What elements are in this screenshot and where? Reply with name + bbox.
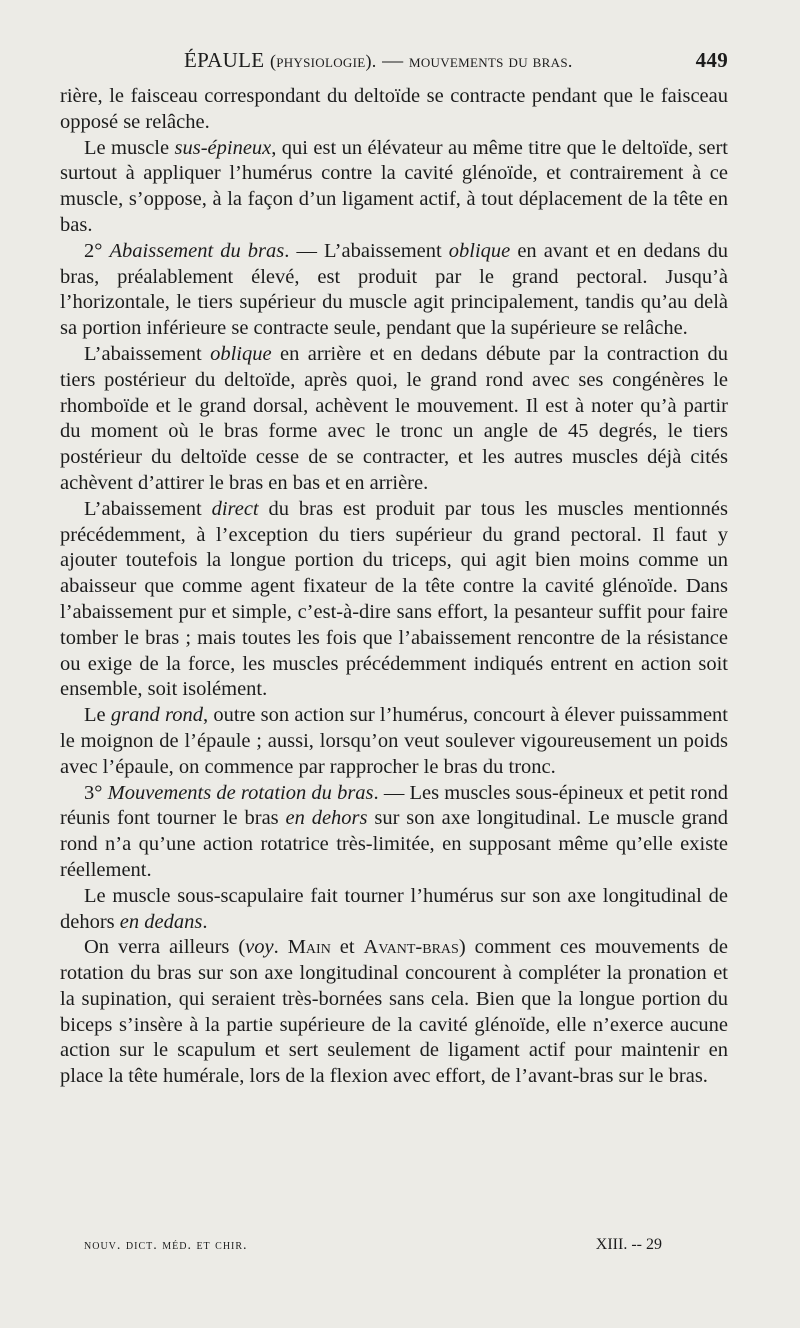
- p2-text-a: Le muscle: [84, 136, 175, 159]
- p5-text-c: du bras est produit par tous les muscles mentionnés précédemment, à l’exception du tiers supérieur du grand pectoral. Il faut y ajouter toutefois la longue portion du triceps, qui agit bien moins comme un abaisseur que comme agent fixateur de la tête contre la cavité glénoïde. Dans l’abaissement pur et simple, c’est-à-dire sans effort, la pesanteur suffit pour faire tomber le bras ; mais toutes les fois que l’abaissement rencontre de la résistance ou exige de la force, les muscles précédemment indiqués entrent en action soit ensemble, soit isolément.: [60, 497, 729, 701]
- p4-text-c: en arrière et en dedans débute par la contraction du tiers postérieur du deltoïde, après quoi, le grand rond avec ses congénères le rhomboïde et le grand dorsal, achèvent le mouvement. Il est à noter qu’à partir du moment où le bras forme avec le tronc un angle de 45 degrés, le tiers postérieur du deltoïde cesse de se contracter, et les autres muscles déjà cités achèvent d’attirer le bras en bas et en arrière.: [60, 342, 728, 494]
- p9-text-a: On verra ailleurs (: [84, 936, 246, 959]
- paragraph-1-text: rière, le faisceau correspondant du deltoïde se contracte pendant que le faisceau opposé se relâche.: [60, 85, 728, 133]
- p9-text-g: ) comment ces mouvements de rotation du bras sur son axe longitudinal concourent à compléter la pronation et la supination, qui seraient très-bornées sans cela. Bien que la longue portion du biceps s’insère à la partie supérieure de la cavité glénoïde, elle n’exerce aucune action sur le scapulum et sert seulement de ligament actif pour maintenir en place la tête humérale, lors de la flexion avec effort, de l’avant-bras sur le bras.: [60, 936, 729, 1088]
- p9-text-c: .: [273, 936, 288, 959]
- footer-signature: nouv. dict. méd. et chir.: [84, 1238, 248, 1253]
- p6-text-c: , outre son action sur l’humérus, concourt à élever puissamment le moignon de l’épaule ; aussi, lorsqu’on veut soulever vigoureusement un poids avec l’épaule, on commence par rapprocher le bras du tronc.: [60, 704, 728, 778]
- p5-text-a: L’abaissement: [84, 497, 212, 520]
- paragraph-3: [60, 239, 728, 342]
- p3-section-title: Abaissement du bras: [109, 239, 285, 262]
- paragraph-1: [60, 84, 728, 136]
- p9-ref-avant-bras: Avant-bras: [363, 936, 459, 959]
- p5-italic-term: direct: [211, 497, 259, 520]
- p7-text-e: sur son axe longitudinal. Le muscle grand rond n’a qu’une action rotatrice très-limitée, en supposant même qu’elle existe réellement.: [60, 807, 729, 881]
- p9-ref-main: Main: [287, 936, 331, 959]
- body-text: [60, 84, 728, 1090]
- footer-volume: XIII. -- 29: [595, 1236, 662, 1253]
- p9-italic-voy: voy: [245, 936, 274, 959]
- p2-italic-term: sus-épineux: [174, 136, 272, 159]
- p4-text-a: L’abaissement: [84, 342, 211, 365]
- p4-italic-term: oblique: [210, 342, 272, 365]
- p7-text-c: . — Les muscles sous-épineux et petit rond réunis font tourner le bras: [60, 781, 728, 830]
- paragraph-6: [60, 703, 728, 780]
- paragraph-8: [60, 884, 728, 936]
- paragraph-5: [60, 497, 728, 703]
- header-title-right: mouvements du bras.: [408, 51, 573, 71]
- header-title-dash: —: [376, 48, 409, 72]
- header-title-sub: (physiologie).: [269, 51, 377, 71]
- paragraph-7: [60, 781, 728, 884]
- p2-text-c: , qui est un élévateur au même titre que le deltoïde, sert surtout à appliquer l’humérus contre la cavité glénoïde, et contrairement à ce muscle, s’oppose, à la façon d’un ligament actif, à tout déplacement de la tête en bas.: [60, 136, 728, 236]
- p9-text-e: et: [330, 936, 364, 959]
- p3-italic-term: oblique: [448, 239, 511, 262]
- header-title: [184, 48, 573, 73]
- paragraph-2: [60, 136, 728, 239]
- p3-number: 2°: [84, 239, 110, 262]
- p7-number: 3°: [84, 781, 108, 804]
- p8-italic-term: en dedans: [119, 910, 203, 933]
- running-header: [60, 44, 728, 80]
- p8-text-c: .: [202, 910, 208, 933]
- p6-text-a: Le: [84, 704, 111, 727]
- paragraph-4: [60, 342, 728, 497]
- p3-text-c: . — L’abaissement: [284, 239, 449, 262]
- page-footer: [60, 1234, 728, 1262]
- header-title-main: ÉPAULE: [184, 48, 265, 72]
- p6-italic-term: grand rond: [110, 704, 203, 727]
- page-number: 449: [695, 48, 728, 72]
- p7-section-title: Mouvements de rotation du bras: [107, 781, 374, 804]
- paragraph-9: [60, 935, 728, 1090]
- p7-italic-term: en dehors: [285, 807, 368, 830]
- p3-text-e: en avant et en dedans du bras, préalablement élevé, est produit par le grand pectoral. Jusqu’à l’horizontale, le tiers supérieur du muscle agit principalement, tandis qu’au delà sa portion inférieure se contracte seule, pendant que la supérieure se relâche.: [60, 239, 729, 340]
- p8-text-a: Le muscle sous-scapulaire fait tourner l’humérus sur son axe longitudinal de dehors: [60, 884, 728, 933]
